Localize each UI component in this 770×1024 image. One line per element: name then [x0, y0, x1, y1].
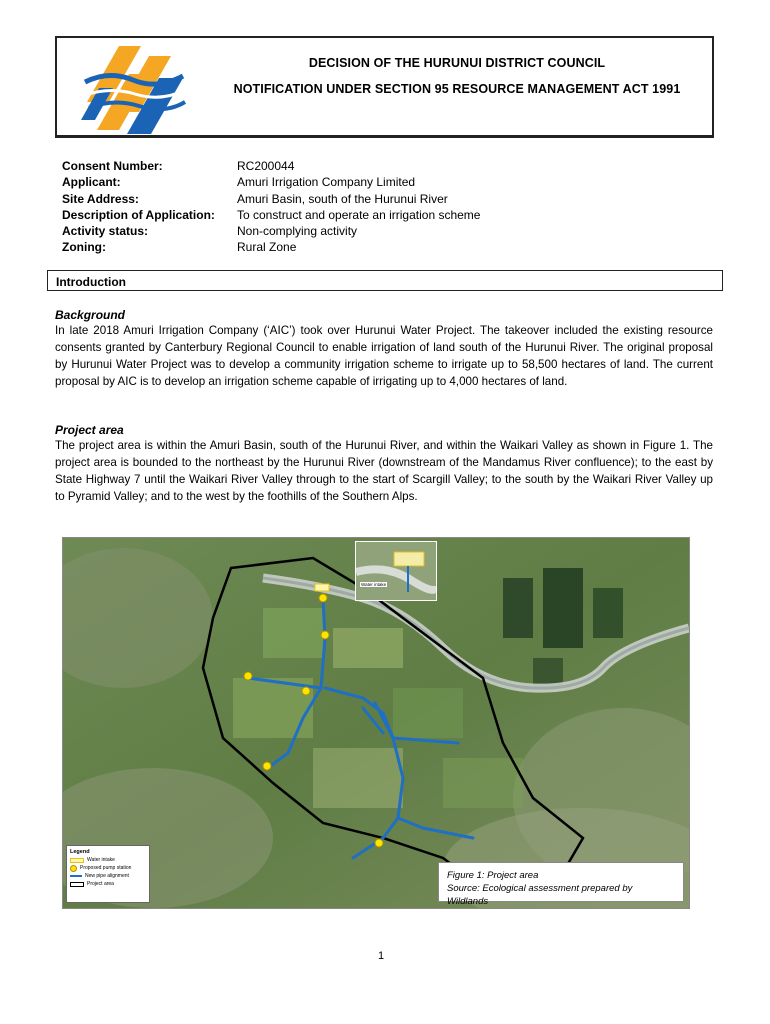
- introduction-heading: Introduction: [47, 270, 723, 291]
- legend-title: Legend: [70, 849, 90, 855]
- council-logo: [79, 42, 189, 134]
- inset-image: [356, 542, 436, 600]
- header-subtitle: NOTIFICATION UNDER SECTION 95 RESOURCE MANAGEMENT ACT 1991: [233, 82, 681, 96]
- project-area-heading: Project area: [55, 423, 124, 437]
- consent-details: [62, 158, 480, 256]
- legend-label: Project area: [87, 881, 114, 887]
- pump-station-swatch: [70, 865, 77, 872]
- detail-value: To construct and operate an irrigation scheme: [237, 207, 481, 222]
- detail-label: Consent Number:: [62, 159, 163, 173]
- inset-label: Water intake: [361, 582, 387, 587]
- detail-value: Non-complying activity: [237, 224, 358, 239]
- figure-caption: [438, 862, 684, 907]
- detail-row-zoning: [62, 239, 480, 255]
- legend-item: [70, 880, 146, 888]
- detail-row-description: [62, 207, 480, 223]
- map-legend: [66, 845, 150, 903]
- pipe-swatch: [70, 875, 82, 877]
- detail-row-applicant: [62, 174, 480, 190]
- legend-item: [70, 872, 146, 880]
- detail-value: Amuri Basin, south of the Hurunui River: [237, 191, 448, 206]
- legend-label: Water intake: [87, 857, 115, 863]
- project-area-swatch: [70, 882, 84, 887]
- legend-item: [70, 864, 146, 872]
- page-number: 1: [378, 950, 385, 962]
- water-intake-inset: [355, 541, 437, 601]
- header-box: [55, 36, 714, 138]
- legend-item: [70, 856, 146, 864]
- header-title: DECISION OF THE HURUNUI DISTRICT COUNCIL: [308, 56, 606, 70]
- water-intake-swatch: [70, 858, 84, 863]
- legend-label: New pipe alignment: [85, 873, 129, 879]
- detail-label: Zoning:: [62, 240, 106, 255]
- caption-title: Figure 1: Project area: [447, 870, 539, 881]
- detail-row-consent-number: [62, 158, 480, 174]
- caption-source: Source: Ecological assessment prepared by Wildlands: [447, 883, 633, 907]
- detail-value: Rural Zone: [237, 240, 297, 255]
- detail-value: Amuri Irrigation Company Limited: [237, 175, 416, 190]
- background-paragraph: In late 2018 Amuri Irrigation Company (‘AIC’) took over Hurunui Water Project. The takeover included the existing resource consents granted by Canterbury Regional Council to enable irrigation of land south of the Hurunui River. The original proposal by Hurunui Water Project was to develop a community irrigation scheme to irrigate up to 58,500 hectares of land. The current proposal by AIC is to develop an irrigation scheme capable of irrigating up to 4,000 hectares of land.: [55, 324, 713, 388]
- detail-label: Activity status:: [62, 224, 149, 239]
- project-area-paragraph: The project area is within the Amuri Basin, south of the Hurunui River, and within the Waikari Valley as shown in Figure 1. The project area is bounded to the northeast by the Hurunui River (downstream of the Mandamus River confluence); to the east by State Highway 7 until the Waikari River Valley through to the start of Scargill Valley; to the south by the Waikari River Valley up to Pyramid Valley; and to the west by the foothills of the Southern Alps.: [55, 439, 713, 503]
- detail-label: Applicant:: [62, 175, 121, 190]
- detail-value: RC200044: [237, 159, 295, 173]
- background-heading: Background: [55, 308, 126, 322]
- detail-row-activity-status: [62, 223, 480, 239]
- detail-label: Site Address:: [62, 191, 139, 206]
- detail-row-site-address: [62, 191, 480, 207]
- detail-label: Description of Application:: [62, 207, 215, 222]
- legend-label: Proposed pump station: [80, 865, 132, 871]
